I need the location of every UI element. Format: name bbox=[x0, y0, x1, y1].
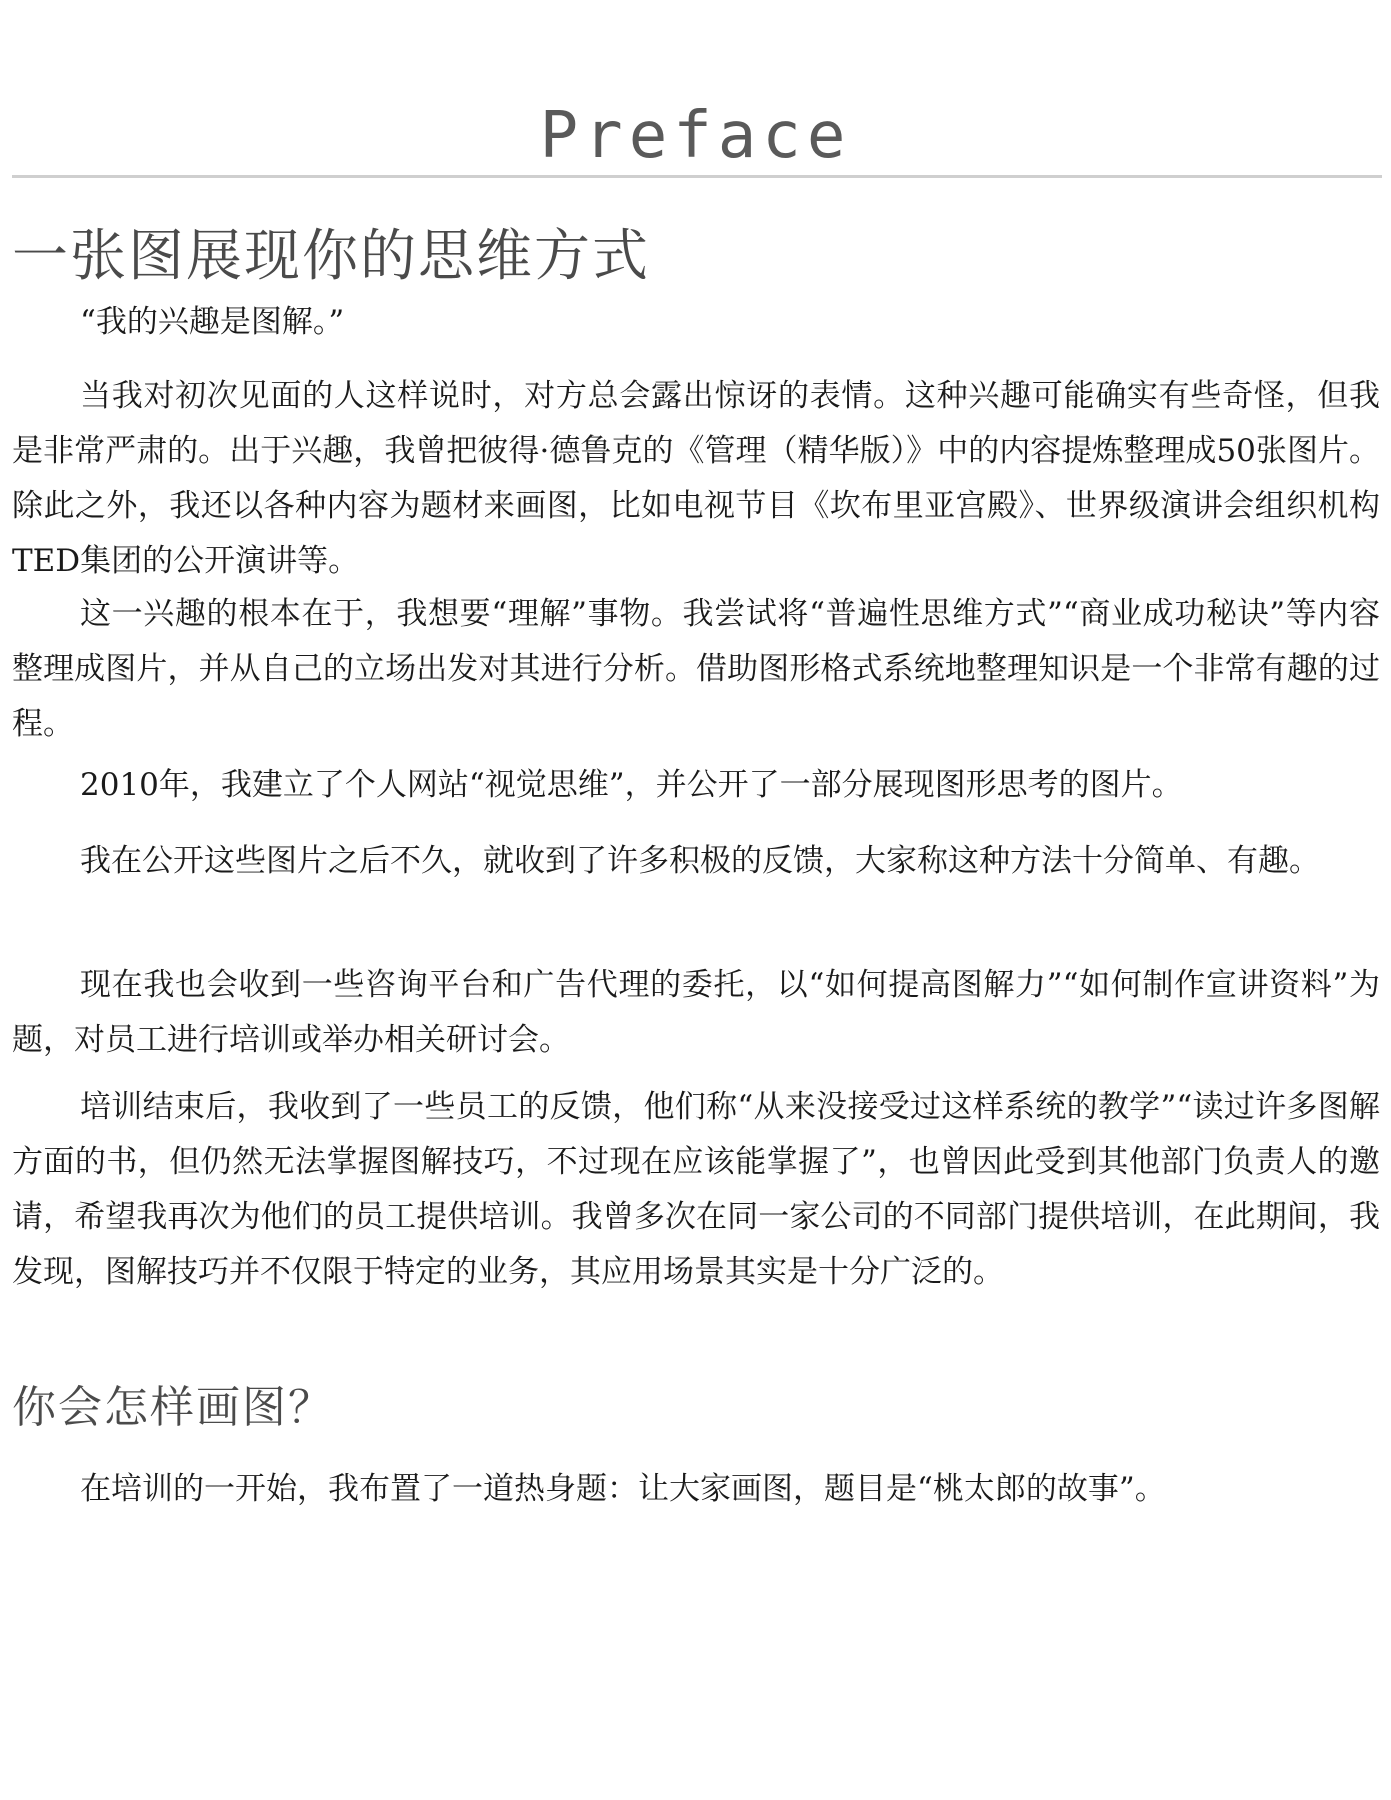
paragraph: 培训结束后，我收到了一些员工的反馈，他们称“从来没接受过这样系统的教学”“读过许多图解方面的书，但仍然无法掌握图解技巧，不过现在应该能掌握了”，也曾因此受到其他部门负责人的邀请，希望我再次为他们的员工提供培训。我曾多次在同一家公司的不同部门提供培训，在此期间，我发现，图解技巧并不仅限于特定的业务，其应用场景其实是十分广泛的。 bbox=[12, 1089, 1380, 1290]
subsection-heading: 你会怎样画图？ bbox=[12, 1382, 334, 1433]
paragraph: 2010年，我建立了个人网站“视觉思维”，并公开了一部分展现图形思考的图片。 bbox=[80, 767, 1183, 803]
title-divider bbox=[12, 175, 1382, 178]
paragraph: 在培训的一开始，我布置了一道热身题：让大家画图，题目是“桃太郎的故事”。 bbox=[80, 1471, 1166, 1507]
paragraph: “我的兴趣是图解。” bbox=[80, 304, 345, 340]
paragraph: 我在公开这些图片之后不久，就收到了许多积极的反馈，大家称这种方法十分简单、有趣。 bbox=[80, 843, 1320, 879]
paragraph: 这一兴趣的根本在于，我想要“理解”事物。我尝试将“普遍性思维方式”“商业成功秘诀”等内容整理成图片，并从自己的立场出发对其进行分析。借助图形格式系统地整理知识是一个非常有趣的过程。 bbox=[12, 596, 1380, 742]
page-title: Preface bbox=[539, 99, 852, 173]
section-heading: 一张图展现你的思维方式 bbox=[12, 224, 650, 289]
paragraph: 当我对初次见面的人这样说时，对方总会露出惊讶的表情。这种兴趣可能确实有些奇怪，但我是非常严肃的。出于兴趣，我曾把彼得·德鲁克的《管理（精华版）》中的内容提炼整理成50张图片。除此之外，我还以各种内容为题材来画图，比如电视节目《坎布里亚宫殿》、世界级演讲会组织机构TED集团的公开演讲等。 bbox=[12, 378, 1380, 579]
paragraph: 现在我也会收到一些咨询平台和广告代理的委托，以“如何提高图解力”“如何制作宣讲资料”为题，对员工进行培训或举办相关研讨会。 bbox=[12, 967, 1380, 1058]
